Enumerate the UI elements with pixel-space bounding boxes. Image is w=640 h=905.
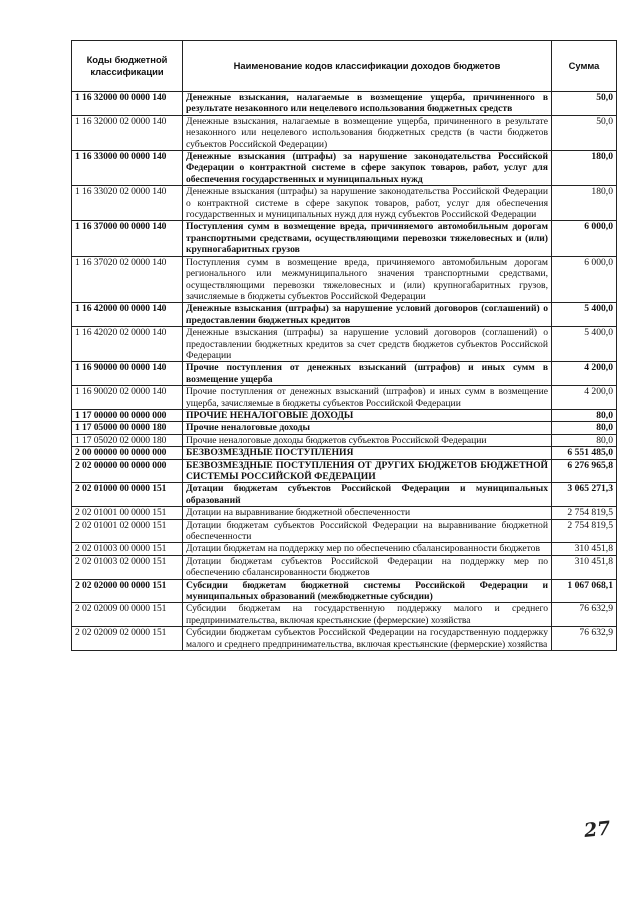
row-name: Денежные взыскания (штрафы) за нарушение законодательства Российской Федерации о контрактной системе в сфере закупок товаров, работ, услуг для обеспечения государственных и муниципальных нужд для нужд субъектов Российской Федерации — [183, 186, 552, 221]
table-row — [72, 555, 617, 579]
row-sum: 2 754 819,5 — [552, 519, 617, 543]
table-row — [72, 151, 617, 186]
row-sum: 6 276 965,8 — [552, 459, 617, 483]
row-name: Прочие поступления от денежных взысканий (штрафов) и иных сумм в возмещение ущерба, зачисляемые в бюджеты субъектов Российской Федерации — [183, 386, 552, 410]
row-name: Денежные взыскания, налагаемые в возмещение ущерба, причиненного в результате незаконного или нецелевого использования бюджетных средств (в части бюджетов субъектов Российской Федерации) — [183, 115, 552, 150]
row-sum: 1 067 068,1 — [552, 579, 617, 603]
row-code: 1 17 00000 00 0000 000 — [72, 409, 183, 421]
table-row — [72, 422, 617, 434]
budget-revenue-table — [71, 40, 617, 651]
row-code: 2 02 02000 00 0000 151 — [72, 579, 183, 603]
header-name: Наименование кодов классификации доходов бюджетов — [183, 41, 552, 92]
row-sum: 76 632,9 — [552, 603, 617, 627]
row-sum: 6 551 485,0 — [552, 447, 617, 459]
row-code: 1 17 05020 02 0000 180 — [72, 434, 183, 446]
row-code: 1 16 32000 00 0000 140 — [72, 92, 183, 116]
table-row — [72, 386, 617, 410]
table-body — [72, 92, 617, 651]
row-sum: 5 400,0 — [552, 327, 617, 362]
table-row — [72, 603, 617, 627]
table-row — [72, 543, 617, 555]
table-header-row — [72, 41, 617, 92]
row-sum: 6 000,0 — [552, 256, 617, 303]
row-sum: 4 200,0 — [552, 362, 617, 386]
row-code: 2 02 01000 00 0000 151 — [72, 483, 183, 507]
row-name: Субсидии бюджетам субъектов Российской Федерации на государственную поддержку малого и среднего предпринимательства, включая крестьянские (фермерские) хозяйства — [183, 627, 552, 651]
table-row — [72, 447, 617, 459]
row-name: Поступления сумм в возмещение вреда, причиняемого автомобильным дорогам регионального или межмуниципального значения транспортными средствами, осуществляющими перевозки тяжеловесных и (или) крупногабаритных грузов, зачисляемые в бюджеты субъектов Российской Федерации — [183, 256, 552, 303]
table-row — [72, 507, 617, 519]
row-sum: 6 000,0 — [552, 221, 617, 256]
row-sum: 2 754 819,5 — [552, 507, 617, 519]
row-code: 1 16 32000 02 0000 140 — [72, 115, 183, 150]
row-sum: 50,0 — [552, 115, 617, 150]
row-code: 1 16 33020 02 0000 140 — [72, 186, 183, 221]
row-sum: 4 200,0 — [552, 386, 617, 410]
row-code: 2 00 00000 00 0000 000 — [72, 447, 183, 459]
row-sum: 5 400,0 — [552, 303, 617, 327]
row-code: 2 02 01001 00 0000 151 — [72, 507, 183, 519]
row-sum: 180,0 — [552, 151, 617, 186]
row-code: 2 02 01003 02 0000 151 — [72, 555, 183, 579]
table-row — [72, 303, 617, 327]
row-code: 1 16 37000 00 0000 140 — [72, 221, 183, 256]
row-code: 1 16 42000 00 0000 140 — [72, 303, 183, 327]
row-sum: 80,0 — [552, 422, 617, 434]
row-code: 2 02 02009 02 0000 151 — [72, 627, 183, 651]
row-sum: 80,0 — [552, 434, 617, 446]
table-row — [72, 92, 617, 116]
row-name: Денежные взыскания, налагаемые в возмещение ущерба, причиненного в результате незаконного или нецелевого использования бюджетных средств — [183, 92, 552, 116]
row-name: Прочие неналоговые доходы — [183, 422, 552, 434]
row-code: 1 16 33000 00 0000 140 — [72, 151, 183, 186]
page-number: 27 — [582, 817, 612, 843]
table-row — [72, 115, 617, 150]
row-code: 1 17 05000 00 0000 180 — [72, 422, 183, 434]
table-row — [72, 519, 617, 543]
row-sum: 310 451,8 — [552, 543, 617, 555]
table-row — [72, 256, 617, 303]
row-name: Денежные взыскания (штрафы) за нарушение законодательства Российской Федерации о контрактной системе в сфере закупок товаров, работ, услуг для обеспечения государственных и муниципальных нужд — [183, 151, 552, 186]
header-code: Коды бюджетной классификации — [72, 41, 183, 92]
row-name: Субсидии бюджетам на государственную поддержку малого и среднего предпринимательства, включая крестьянские (фермерские) хозяйства — [183, 603, 552, 627]
row-name: ПРОЧИЕ НЕНАЛОГОВЫЕ ДОХОДЫ — [183, 409, 552, 421]
row-code: 1 16 42020 02 0000 140 — [72, 327, 183, 362]
row-code: 1 16 37020 02 0000 140 — [72, 256, 183, 303]
table-row — [72, 627, 617, 651]
row-name: Прочие поступления от денежных взысканий (штрафов) и иных сумм в возмещение ущерба — [183, 362, 552, 386]
table-row — [72, 459, 617, 483]
row-name: Денежные взыскания (штрафы) за нарушение условий договоров (соглашений) о предоставлении бюджетных кредитов за счет средств бюджетов субъектов Российской Федерации — [183, 327, 552, 362]
row-code: 2 02 00000 00 0000 000 — [72, 459, 183, 483]
row-name: Субсидии бюджетам бюджетной системы Российской Федерации и муниципальных образований (межбюджетные субсидии) — [183, 579, 552, 603]
row-name: Денежные взыскания (штрафы) за нарушение условий договоров (соглашений) о предоставлении бюджетных кредитов — [183, 303, 552, 327]
row-sum: 180,0 — [552, 186, 617, 221]
row-name: Дотации бюджетам субъектов Российской Федерации и муниципальных образований — [183, 483, 552, 507]
row-code: 2 02 01001 02 0000 151 — [72, 519, 183, 543]
table-row — [72, 186, 617, 221]
row-sum: 310 451,8 — [552, 555, 617, 579]
row-name: Дотации бюджетам субъектов Российской Федерации на поддержку мер по обеспечению сбалансированности бюджетов — [183, 555, 552, 579]
table-row — [72, 327, 617, 362]
row-name: Дотации бюджетам субъектов Российской Федерации на выравнивание бюджетной обеспеченности — [183, 519, 552, 543]
row-name: Поступления сумм в возмещение вреда, причиняемого автомобильным дорогам транспортными средствами, осуществляющими перевозки тяжеловесных и (или) крупногабаритных грузов — [183, 221, 552, 256]
row-name: БЕЗВОЗМЕЗДНЫЕ ПОСТУПЛЕНИЯ — [183, 447, 552, 459]
row-name: БЕЗВОЗМЕЗДНЫЕ ПОСТУПЛЕНИЯ ОТ ДРУГИХ БЮДЖЕТОВ БЮДЖЕТНОЙ СИСТЕМЫ РОССИЙСКОЙ ФЕДЕРАЦИИ — [183, 459, 552, 483]
table-row — [72, 434, 617, 446]
table-row — [72, 221, 617, 256]
row-code: 1 16 90020 02 0000 140 — [72, 386, 183, 410]
row-code: 1 16 90000 00 0000 140 — [72, 362, 183, 386]
row-sum: 3 065 271,3 — [552, 483, 617, 507]
table-row — [72, 362, 617, 386]
table-row — [72, 409, 617, 421]
table-row — [72, 579, 617, 603]
row-name: Дотации на выравнивание бюджетной обеспеченности — [183, 507, 552, 519]
row-name: Прочие неналоговые доходы бюджетов субъектов Российской Федерации — [183, 434, 552, 446]
row-code: 2 02 01003 00 0000 151 — [72, 543, 183, 555]
table-row — [72, 483, 617, 507]
header-sum: Сумма — [552, 41, 617, 92]
row-name: Дотации бюджетам на поддержку мер по обеспечению сбалансированности бюджетов — [183, 543, 552, 555]
row-sum: 80,0 — [552, 409, 617, 421]
row-sum: 76 632,9 — [552, 627, 617, 651]
row-sum: 50,0 — [552, 92, 617, 116]
row-code: 2 02 02009 00 0000 151 — [72, 603, 183, 627]
